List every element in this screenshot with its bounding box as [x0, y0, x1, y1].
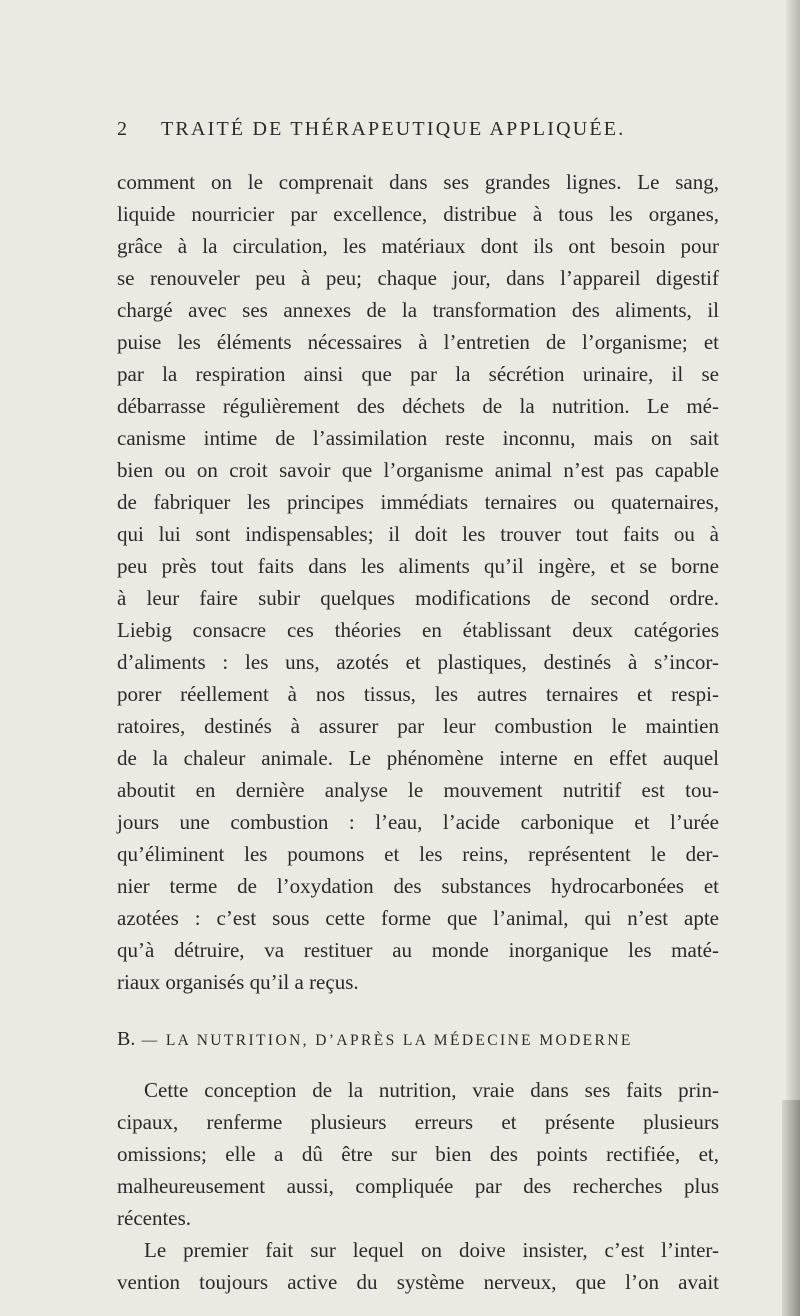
text-line: Liebig consacre ces théories en établissant deux catégories [117, 618, 719, 642]
running-title: TRAITÉ DE THÉRAPEUTIQUE APPLIQUÉE. [161, 118, 626, 140]
section-title: LA NUTRITION, D’APRÈS LA MÉDECINE MODERNE [165, 1032, 633, 1049]
text-line: qu’éliminent les poumons et les reins, représentent le der- [117, 842, 719, 866]
text-line: aboutit en dernière analyse le mouvement nutritif est tou- [117, 778, 719, 802]
text-line: riaux organisés qu’il a reçus. [117, 970, 359, 994]
text-line: de fabriquer les principes immédiats ternaires ou quaternaires, [117, 490, 719, 514]
text-line: à leur faire subir quelques modifications de second ordre. [117, 586, 719, 610]
text-line: malheureusement aussi, compliquée par des recherches plus [117, 1174, 719, 1198]
text-line: nier terme de l’oxydation des substances hydrocarbonées et [117, 874, 719, 898]
text-line: récentes. [117, 1206, 192, 1230]
section-dash: — [141, 1032, 160, 1049]
text-line: se renouveler peu à peu; chaque jour, dans l’appareil digestif [117, 266, 719, 290]
text-line: jours une combustion : l’eau, l’acide carbonique et l’urée [117, 810, 719, 834]
text-line: qui lui sont indispensables; il doit les trouver tout faits ou à [117, 522, 719, 546]
text-line: omissions; elle a dû être sur bien des points rectifiée, et, [117, 1142, 719, 1166]
section-heading [117, 1028, 719, 1051]
page-binding-shadow [782, 1100, 800, 1316]
text-line: vention toujours active du système nerveux, que l’on avait [117, 1270, 719, 1294]
section-letter: B. [117, 1028, 136, 1050]
text-line: bien ou on croit savoir que l’organisme animal n’est pas capable [117, 458, 719, 482]
text-line: d’aliments : les uns, azotés et plastiques, destinés à s’incor- [117, 650, 719, 674]
page-number: 2 [117, 118, 128, 140]
text-line: débarrasse régulièrement des déchets de la nutrition. Le mé- [117, 394, 719, 418]
text-line: ratoires, destinés à assurer par leur combustion le maintien [117, 714, 719, 738]
text-line: liquide nourricier par excellence, distribue à tous les organes, [117, 202, 719, 226]
text-line: porer réellement à nos tissus, les autres ternaires et respi- [117, 682, 719, 706]
text-line: canisme intime de l’assimilation reste inconnu, mais on sait [117, 426, 719, 450]
text-line: Cette conception de la nutrition, vraie dans ses faits prin- [144, 1078, 719, 1102]
text-line: azotées : c’est sous cette forme que l’animal, qui n’est apte [117, 906, 719, 930]
text-line: par la respiration ainsi que par la sécrétion urinaire, il se [117, 362, 719, 386]
text-line: comment on le comprenait dans ses grandes lignes. Le sang, [117, 170, 719, 194]
text-line: cipaux, renferme plusieurs erreurs et présente plusieurs [117, 1110, 719, 1134]
text-line: qu’à détruire, va restituer au monde inorganique les maté- [117, 938, 719, 962]
text-line: chargé avec ses annexes de la transformation des aliments, il [117, 298, 719, 322]
text-line: Le premier fait sur lequel on doive insister, c’est l’inter- [144, 1238, 719, 1262]
text-line: de la chaleur animale. Le phénomène interne en effet auquel [117, 746, 719, 770]
text-line: grâce à la circulation, les matériaux dont ils ont besoin pour [117, 234, 719, 258]
text-line: peu près tout faits dans les aliments qu’il ingère, et se borne [117, 554, 719, 578]
text-line: puise les éléments nécessaires à l’entretien de l’organisme; et [117, 330, 719, 354]
page-header [117, 118, 717, 148]
